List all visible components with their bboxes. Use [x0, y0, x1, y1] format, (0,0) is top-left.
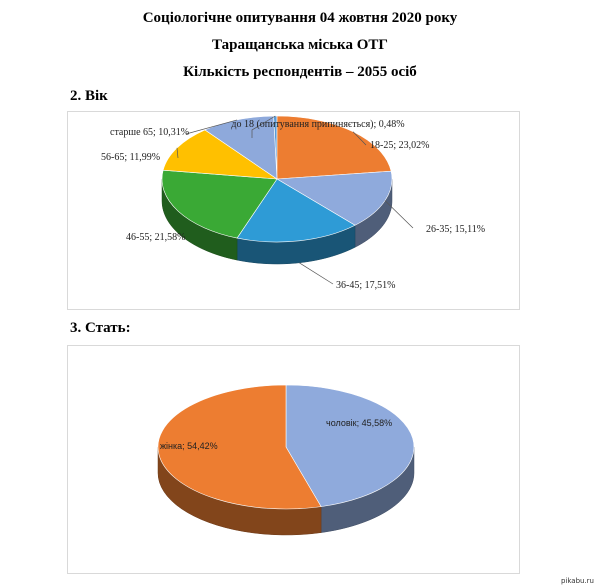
- section-age-heading: 2. Вік: [70, 88, 108, 104]
- page-title: Соціологічне опитування 04 жовтня 2020 року: [142, 10, 458, 26]
- data-label: до 18 (опитування припиняється); 0,48%: [231, 119, 405, 130]
- data-label: 46-55; 21,58%: [126, 232, 186, 243]
- section-gender-heading: 3. Стать:: [70, 320, 131, 336]
- page-subtitle: Таращанська міська ОТГ: [212, 37, 388, 53]
- data-label: чоловік; 45,58%: [326, 418, 393, 428]
- data-label: жінка; 54,42%: [160, 441, 218, 451]
- data-label: старше 65; 10,31%: [110, 127, 190, 138]
- pie-tops: [162, 116, 392, 242]
- gender-chart-panel: [67, 345, 520, 574]
- data-label: 18-25; 23,02%: [370, 140, 430, 151]
- data-label: 26-35; 15,11%: [426, 224, 486, 235]
- age-pie-chart: [68, 112, 519, 309]
- respondents-count: Кількість респондентів – 2055 осіб: [183, 64, 417, 80]
- age-chart-panel: [67, 111, 520, 310]
- watermark: pikabu.ru: [560, 577, 594, 585]
- gender-pie-chart: [68, 346, 519, 573]
- data-label-leader: [299, 263, 333, 284]
- data-label: 36-45; 17,51%: [336, 280, 396, 291]
- data-label: 56-65; 11,99%: [101, 152, 161, 163]
